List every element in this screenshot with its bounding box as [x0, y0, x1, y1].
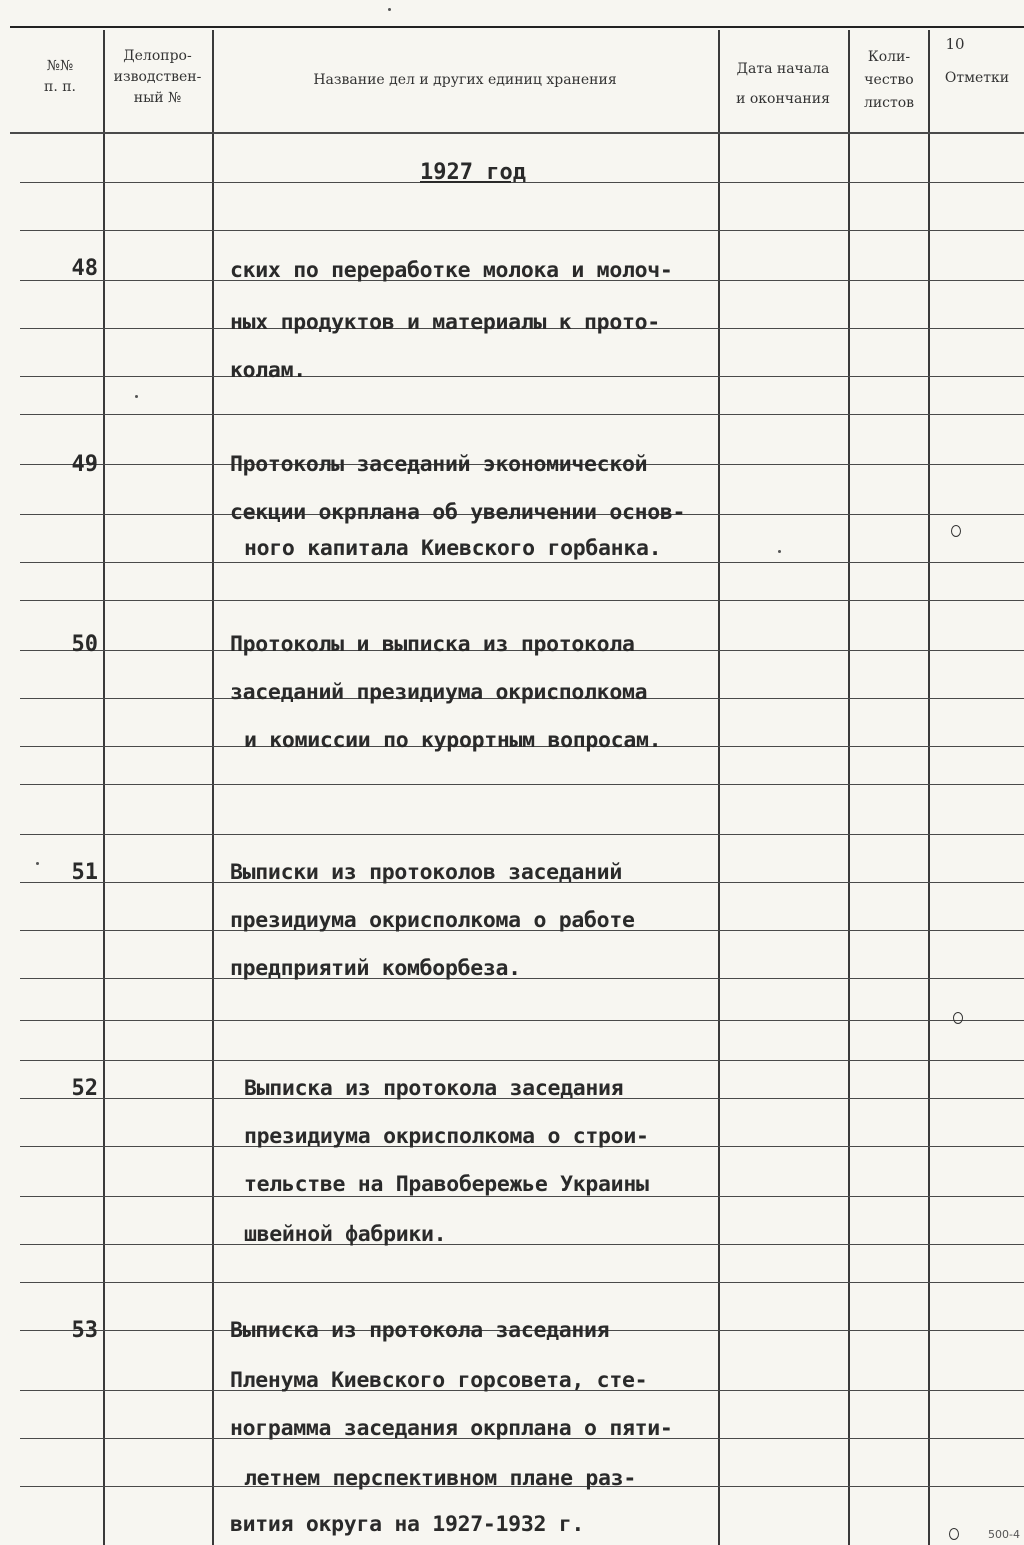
entry-title-line: колам. [230, 358, 306, 383]
page-number: 10 [945, 35, 965, 53]
ruled-line [20, 1020, 1024, 1021]
entry-title-line: вития округа на 1927-1932 г. [230, 1512, 585, 1537]
column-rule [103, 30, 105, 1545]
entry-title-line: Пленума Киевского горсовета, сте- [230, 1368, 648, 1393]
ruled-line [20, 784, 1024, 785]
entry-title-line: Выписка из протокола заседания [230, 1318, 610, 1343]
header-col-title: Название дел и других единиц хранения [313, 72, 617, 88]
entry-title-line: ских по переработке молока и молоч- [230, 258, 673, 283]
circle-mark-icon [951, 525, 961, 537]
header-col-office-number: Делопро- изводствен- ный № [113, 48, 202, 106]
speck [778, 550, 781, 553]
entry-title-line: тельстве на Правобережье Украины [244, 1172, 649, 1197]
column-rule [212, 30, 214, 1545]
entry-title-line: Протоколы заседаний экономической [230, 452, 648, 477]
entry-title-line: и комиссии по курортным вопросам. [244, 728, 662, 753]
speck [135, 395, 138, 398]
entry-title-line: Протоколы и выписка из протокола [230, 632, 635, 657]
table-top-rule [10, 26, 1024, 28]
circle-mark-icon [953, 1012, 963, 1024]
ruled-line [20, 978, 1024, 979]
entry-number: 52 [71, 1076, 98, 1101]
circle-mark-icon [949, 1528, 959, 1540]
header-col-dates: Дата начала и окончания [736, 61, 830, 107]
entry-title-line: ного капитала Киевского горбанка. [244, 536, 662, 561]
column-rule [718, 30, 720, 1545]
corner-mark: 500-4 [988, 1528, 1020, 1541]
ruled-line [20, 414, 1024, 415]
speck [388, 8, 391, 11]
year-heading: 1927 год [420, 160, 526, 185]
entry-number: 50 [71, 632, 98, 657]
entry-number: 53 [71, 1318, 98, 1343]
speck [36, 862, 39, 865]
header-col-sheets: Коли- чество листов [863, 49, 915, 111]
header-col-number: №№ п. п. [43, 58, 76, 95]
ruled-line [20, 834, 1024, 835]
entry-title-line: летнем перспективном плане раз- [244, 1466, 636, 1491]
entry-title-line: Выписка из протокола заседания [244, 1076, 624, 1101]
entry-title-line: заседаний президиума окрисполкома [230, 680, 648, 705]
ruled-line [20, 600, 1024, 601]
column-rule [848, 30, 850, 1545]
entry-title-line: президиума окрисполкома о строи- [244, 1124, 649, 1149]
entry-number: 51 [71, 860, 98, 885]
entry-number: 49 [71, 452, 98, 477]
column-rule [928, 30, 930, 1545]
ruled-line [20, 1282, 1024, 1283]
ruled-line [20, 230, 1024, 231]
ruled-line [20, 562, 1024, 563]
ruled-line [20, 1060, 1024, 1061]
entry-title-line: ных продуктов и материалы к прото- [230, 310, 660, 335]
entry-title-line: нограмма заседания окрплана о пяти- [230, 1416, 673, 1441]
entry-title-line: предприятий комборбеза. [230, 956, 521, 981]
entry-number: 48 [71, 256, 98, 281]
entry-title-line: президиума окрисполкома о работе [230, 908, 635, 933]
header-col-notes: Отметки [944, 70, 1010, 86]
entry-title-line: швейной фабрики. [244, 1222, 447, 1247]
ruled-line [20, 1244, 1024, 1245]
header-bottom-rule [10, 132, 1024, 134]
entry-title-line: секции окрплана об увеличении основ- [230, 500, 686, 525]
ruled-line [20, 376, 1024, 377]
entry-title-line: Выписки из протоколов заседаний [230, 860, 622, 885]
